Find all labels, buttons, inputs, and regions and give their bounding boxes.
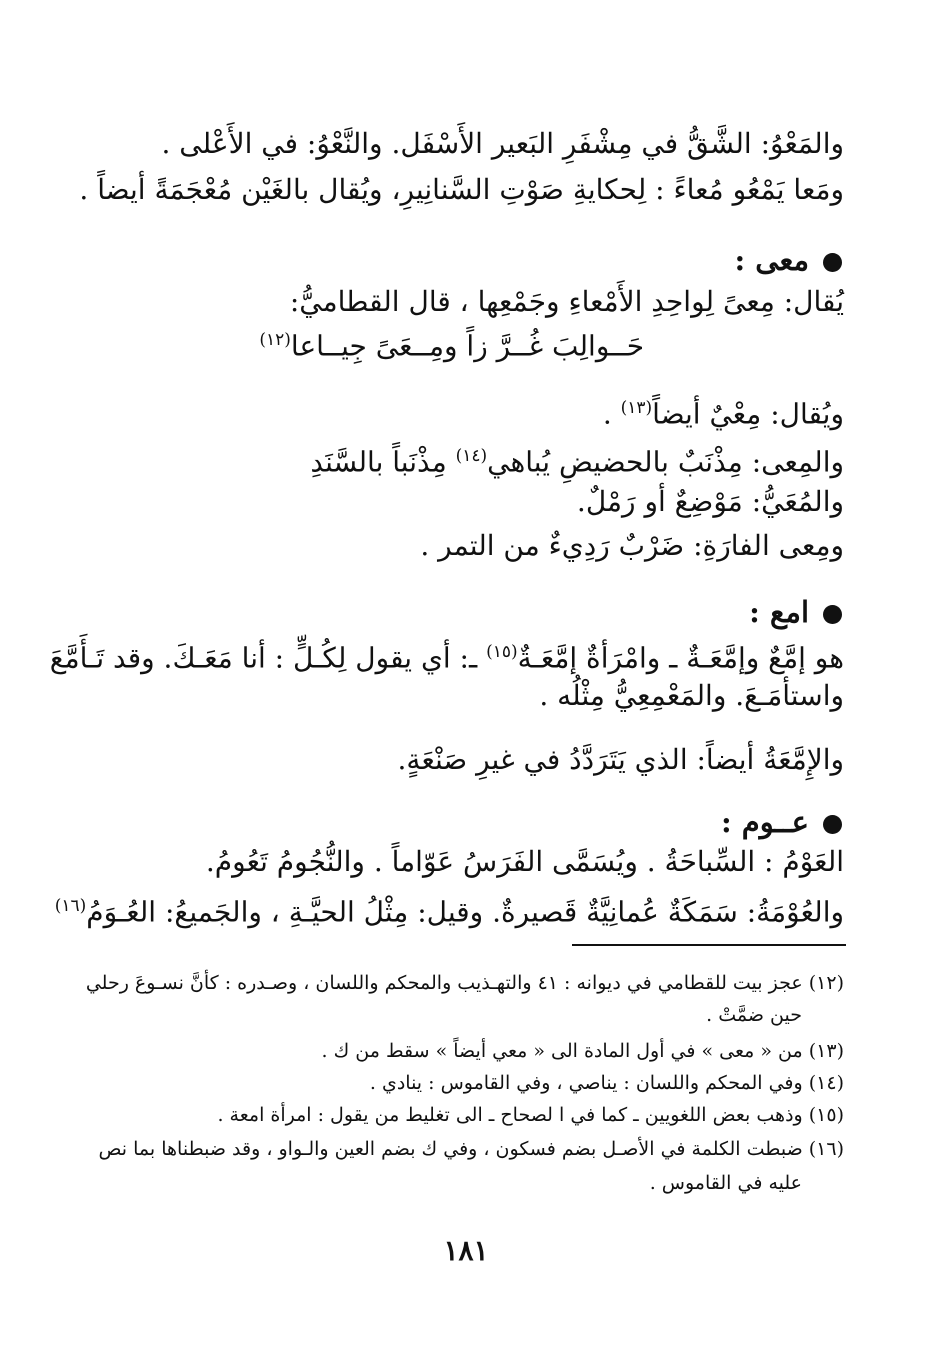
amaa-line-2: واستأمَـعَ. والمَعْمِعِيُّ مِثْلُه . <box>539 679 844 712</box>
heading-text: معى : <box>734 243 809 277</box>
intro-line-2: ومَعا يَمْعُو مُعاءً : لِحكايةِ صَوْتِ السَّنانِيرِ، ويُقال بالغَيْن مُعْجَمَةً أيضاً . <box>79 173 844 206</box>
footnote-ref: (١٦) <box>54 896 87 916</box>
awm-line-2 <box>55 886 844 932</box>
maa-line-2 <box>603 388 844 434</box>
line-text-b: ـ: أي يقول لِكُـلٍّ : أنا مَعَـكَ. وقد تَـأَمَّعَ <box>49 641 487 675</box>
section-heading-amaa <box>749 592 842 632</box>
verse-line <box>259 320 644 366</box>
maa-line-4: والمُعَيُّ: مَوْضِعٌ أو رَمْلٌ. <box>576 485 844 518</box>
footnote-ref: (١٤) <box>455 446 488 466</box>
awm-line-1: العَوْمُ : السِّباحَةُ . ويُسَمَّى الفَرَسُ عَوّاماً . والنُّجُومُ تَعُومُ. <box>205 845 844 878</box>
bullet-icon <box>823 815 842 834</box>
page-number: ١٨١ <box>443 1234 489 1267</box>
section-heading-awm <box>721 802 842 842</box>
maa-line-3 <box>310 436 844 482</box>
line-text: والعُوْمَةُ: سَمَكَةٌ عُمانِيَّةٌ قَصيرةٌ. وقيل: مِثْلُ الحيَّـةِ ، والجَميعُ: العُـوَمُ <box>86 895 844 929</box>
footnote-14: (١٤) وفي المحكم واللسان : يناصي ، وفي القاموس : ينادي . <box>369 1072 844 1094</box>
footnote-ref: (١٢) <box>259 330 291 350</box>
maa-line-1: يُقال: مِعىً لِواحِدِ الأَمْعاءِ وجَمْعِها ، قال القطاميُّ: <box>289 285 844 318</box>
footnote-16-cont: عليه في القاموس . <box>649 1172 802 1194</box>
footnote-15: (١٥) وذهب بعض اللغويين ـ كما في ا لصحاح ـ الى تغليط من يقول : امرأة امعة . <box>217 1104 844 1126</box>
footnote-12: (١٢) عجز بيت للقطامي في ديوانه : ٤١ والتهـذيب والمحكم واللسان ، وصـدره : كأنَّ نسـوعَ رحلي <box>85 972 844 994</box>
footnote-ref: (١٣) <box>620 398 653 418</box>
section-heading-maa <box>735 240 843 280</box>
footnote-ref: (١٥) <box>486 642 518 662</box>
line-end: . <box>602 397 621 431</box>
amaa-line-3: والإِمَّعَةُ أيضاً: الذي يَتَرَدَّدُ في غيرِ صَنْعَةٍ. <box>397 743 844 776</box>
footnote-16: (١٦) ضبطت الكلمة في الأصـل بضم فسكون ، وفي ك بضم العين والـواو ، وقد ضبطناها بما نص <box>98 1138 844 1160</box>
maa-line-5: ومِعى الفارَةِ: ضَرْبٌ رَدِيءٌ من التمر . <box>420 529 844 562</box>
bullet-icon <box>823 605 842 624</box>
bullet-icon <box>823 253 842 272</box>
line-end: مِذْنَباً بالسَّنَدِ <box>310 445 456 479</box>
heading-text: امع : <box>749 595 809 629</box>
line-text: والمِعى: مِذْنَبٌ بالحضيضِ يُباهي <box>487 445 844 479</box>
footnote-12-cont: حين ضمَّتْ . <box>706 1004 802 1026</box>
amaa-line-1 <box>50 632 844 678</box>
intro-line-1: والمَعْوُ: الشَّقُّ في مِشْفَرِ البَعير الأَسْفَل. والنَّعْوُ: في الأَعْلى . <box>161 127 844 160</box>
line-text: هو إمَّعٌ وإمَّعَـةٌ ـ وامْرَأةٌ إمَّعَـةٌ <box>517 641 844 675</box>
footnote-13: (١٣) من « معى » في أول المادة الى « معي أيضاً » سقط من ك . <box>321 1040 844 1062</box>
line-text: ويُقال: مِعْيٌ أيضاً <box>652 397 844 431</box>
heading-text: عــوم : <box>720 805 809 839</box>
verse-text: حَــوالِبَ غُــرَّ زاً ومِــعَىً جِيــاعا <box>290 329 644 363</box>
footnote-divider <box>572 944 846 946</box>
